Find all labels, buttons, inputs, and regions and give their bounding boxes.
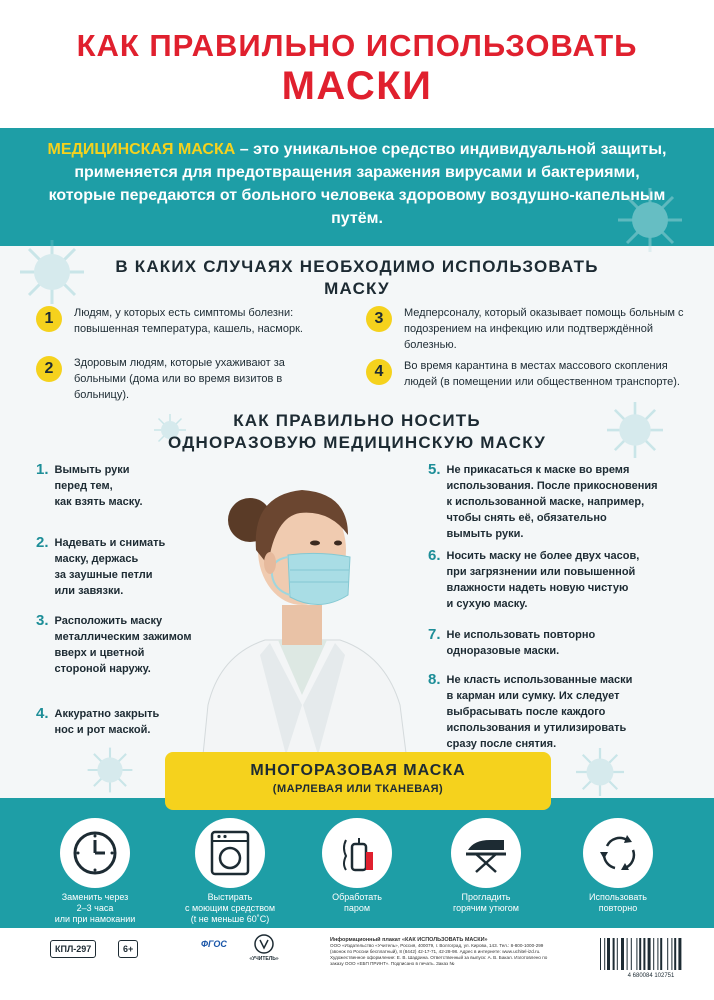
step-item (36, 462, 143, 510)
barcode-bar (660, 938, 662, 970)
step-text-line: выбрасывать после каждого (446, 706, 606, 718)
step-text (55, 706, 160, 738)
step-text-line: за заушные петли (54, 569, 153, 581)
step-text-line: влажности надеть новую чистую (446, 582, 629, 594)
barcode-bar (653, 938, 654, 970)
step-text-line: вверх и цветной (54, 647, 145, 659)
barcode-bar (631, 938, 632, 970)
intro-highlight: МЕДИЦИНСКАЯ МАСКА (47, 141, 236, 158)
howto-title-line2: ОДНОРАЗОВУЮ МЕДИЦИНСКУЮ МАСКУ (168, 433, 546, 452)
case-item (36, 355, 336, 403)
step-text-line: Аккуратно закрыть (54, 708, 160, 720)
publisher-logo (244, 934, 284, 962)
step-text-line: Расположить маску (54, 615, 163, 627)
case-text: Во время карантина в местах массового скопления людей (в помещении или общественном транспорте). (404, 360, 680, 388)
step-text-line: Не прикасаться к маске во время (446, 464, 630, 476)
barcode-bar (671, 938, 672, 970)
barcode-bar (627, 938, 628, 970)
reusable-item (431, 818, 541, 914)
step-item (36, 706, 159, 738)
step-text-line: и сухую маску. (446, 598, 528, 610)
step-item (428, 672, 632, 752)
case-item (36, 305, 336, 337)
footer (0, 928, 714, 1000)
step-text-line: чтобы снять её, обязательно (446, 512, 607, 524)
publisher-name: «УЧИТЕЛЬ» (249, 956, 279, 962)
step-text (447, 548, 640, 612)
publisher-emblem-icon (254, 934, 274, 954)
imprint-body: ООО «Издательство «Учитель», Россия, 400079, г. Волгоград, ул. Кирова, 143. Тел.: 8-800-1000-299 (звонок по России бесплатный), 8 (8442) 42-17-71, 42-28-98. Адрес в интернете: www.uchitel-izd.ru. Художественное оформление: Е. В. Шадрина. Ответственный за выпуск: А. В. Бакал. Изготовлено по заказу ООО «ЕБП ПРИНТ». Подписано в печать. Заказ № (330, 943, 548, 966)
case-number: 3 (366, 306, 392, 332)
step-text-line: Носить маску не более двух часов, (446, 550, 640, 562)
woman-in-mask-illustration (190, 455, 415, 785)
clock-icon (60, 818, 130, 888)
page-title-line1: КАК ПРАВИЛЬНО ИСПОЛЬЗОВАТЬ (76, 28, 638, 63)
imprint-title: Информационный плакат «КАК ИСПОЛЬЗОВАТЬ МАСКИ» (330, 937, 488, 943)
reusable-caption: Заменить через 2–3 часа или при намокании (54, 892, 136, 924)
case-item (366, 305, 686, 353)
step-text (55, 462, 143, 510)
washing-machine-icon (195, 818, 265, 888)
step-item (428, 548, 639, 612)
barcode-bar (613, 938, 615, 970)
reusable-caption: Прогладить горячим утюгом (453, 892, 519, 913)
case-number: 4 (366, 359, 392, 385)
header (0, 0, 714, 128)
step-number: 4. (36, 705, 49, 722)
step-text (447, 672, 633, 752)
recycle-icon (583, 818, 653, 888)
reusable-title: МНОГОРАЗОВАЯ МАСКА (250, 762, 466, 779)
case-text: Медперсоналу, который оказывает помощь больным с подозрением на инфекцию или подтверждённой болезнью. (404, 307, 684, 351)
step-text (55, 535, 166, 599)
product-code-badge: КПЛ-297 (50, 940, 96, 958)
intro-panel (0, 128, 714, 246)
steamer-icon (322, 818, 392, 888)
barcode-bar (636, 938, 637, 970)
step-text-line: использования. После прикосновения (446, 480, 658, 492)
step-item (36, 613, 192, 677)
virus-icon (82, 742, 138, 798)
barcode-bar (600, 938, 601, 970)
virus-icon (610, 180, 690, 260)
reusable-item (563, 818, 673, 914)
barcode-bar (678, 938, 681, 970)
barcode-bar (648, 938, 651, 970)
step-text (55, 613, 192, 677)
step-item (36, 535, 165, 599)
cases-title (0, 256, 714, 300)
step-number: 1. (36, 461, 49, 478)
step-text-line: одноразовые маски. (446, 645, 560, 657)
step-item (428, 462, 658, 542)
step-text-line: вымыть руки. (446, 528, 524, 540)
case-number: 1 (36, 306, 62, 332)
step-number: 6. (428, 547, 441, 564)
iron-icon (451, 818, 521, 888)
barcode-bar (674, 938, 676, 970)
imprint-text (330, 937, 560, 967)
barcode-bar (617, 938, 618, 970)
step-number: 8. (428, 671, 441, 688)
reusable-caption: Использовать повторно (589, 892, 647, 913)
step-text-line: Вымыть руки (54, 464, 130, 476)
step-text-line: нос и рот маской. (54, 724, 151, 736)
barcode-icon (596, 936, 706, 978)
barcode-bar (621, 938, 624, 970)
cases-title-line2: МАСКУ (324, 279, 390, 298)
step-text-line: к использованной маске, например, (446, 496, 645, 508)
step-text-line: Не использовать повторно (446, 629, 596, 641)
step-text-line: сразу после снятия. (446, 738, 557, 750)
step-text-line: перед тем, (54, 480, 113, 492)
reusable-caption: Выстирать с моющим средством (t не меньше 60˚С) (184, 892, 276, 924)
barcode-bar (657, 938, 658, 970)
step-text-line: как взять маску. (54, 496, 143, 508)
reusable-item (40, 818, 150, 925)
step-text-line: в карман или сумку. Их следует (446, 690, 620, 702)
step-text-line: при загрязнении или повышенной (446, 566, 636, 578)
case-number: 2 (36, 356, 62, 382)
page-title-line2: МАСКИ (281, 64, 433, 108)
step-text (447, 462, 658, 542)
step-text-line: маску, держась (54, 553, 139, 565)
reusable-caption: Обработать паром (332, 892, 382, 913)
reusable-subtitle: (МАРЛЕВАЯ ИЛИ ТКАНЕВАЯ) (272, 783, 444, 795)
barcode-number: 4 680084 102751 (627, 973, 675, 978)
reusable-item (302, 818, 412, 914)
reusable-title-box (165, 752, 551, 810)
step-text-line: Надевать и снимать (54, 537, 166, 549)
step-number: 2. (36, 534, 49, 551)
case-text: Здоровым людям, которые ухаживают за больными (дома или во время визитов в больницу). (74, 357, 285, 401)
cases-title-line1: В КАКИХ СЛУЧАЯХ НЕОБХОДИМО ИСПОЛЬЗОВАТЬ (115, 257, 599, 276)
step-text-line: Не класть использованные маски (446, 674, 633, 686)
barcode-bar (667, 938, 668, 970)
step-text-line: металлическим зажимом (54, 631, 192, 643)
step-text-line: стороной наружу. (54, 663, 151, 675)
step-text-line: или завязки. (54, 585, 124, 597)
step-number: 3. (36, 612, 49, 629)
intro-text: – это уникальное средство индивидуальной защиты, применяется для предотвращения заражения вирусами и бактериями, которые передаются от больного человека здоровому воздушно-капельным путём. (48, 141, 667, 227)
case-item (366, 358, 686, 390)
case-text: Людям, у которых есть симптомы болезни: повышенная температура, кашель, насморк. (74, 307, 303, 335)
fgos-logo: ФГОС (201, 939, 227, 949)
step-item (428, 627, 595, 659)
step-number: 5. (428, 461, 441, 478)
howto-title (0, 410, 714, 454)
howto-title-line1: КАК ПРАВИЛЬНО НОСИТЬ (233, 411, 481, 430)
barcode-bar (604, 938, 605, 970)
reusable-item (175, 818, 285, 925)
step-number: 7. (428, 626, 441, 643)
barcode-bar (643, 938, 645, 970)
barcode-bar (607, 938, 610, 970)
step-text (447, 627, 596, 659)
age-rating-badge: 6+ (118, 940, 138, 958)
step-text-line: использования и утилизировать (446, 722, 627, 734)
barcode-bar (639, 938, 641, 970)
